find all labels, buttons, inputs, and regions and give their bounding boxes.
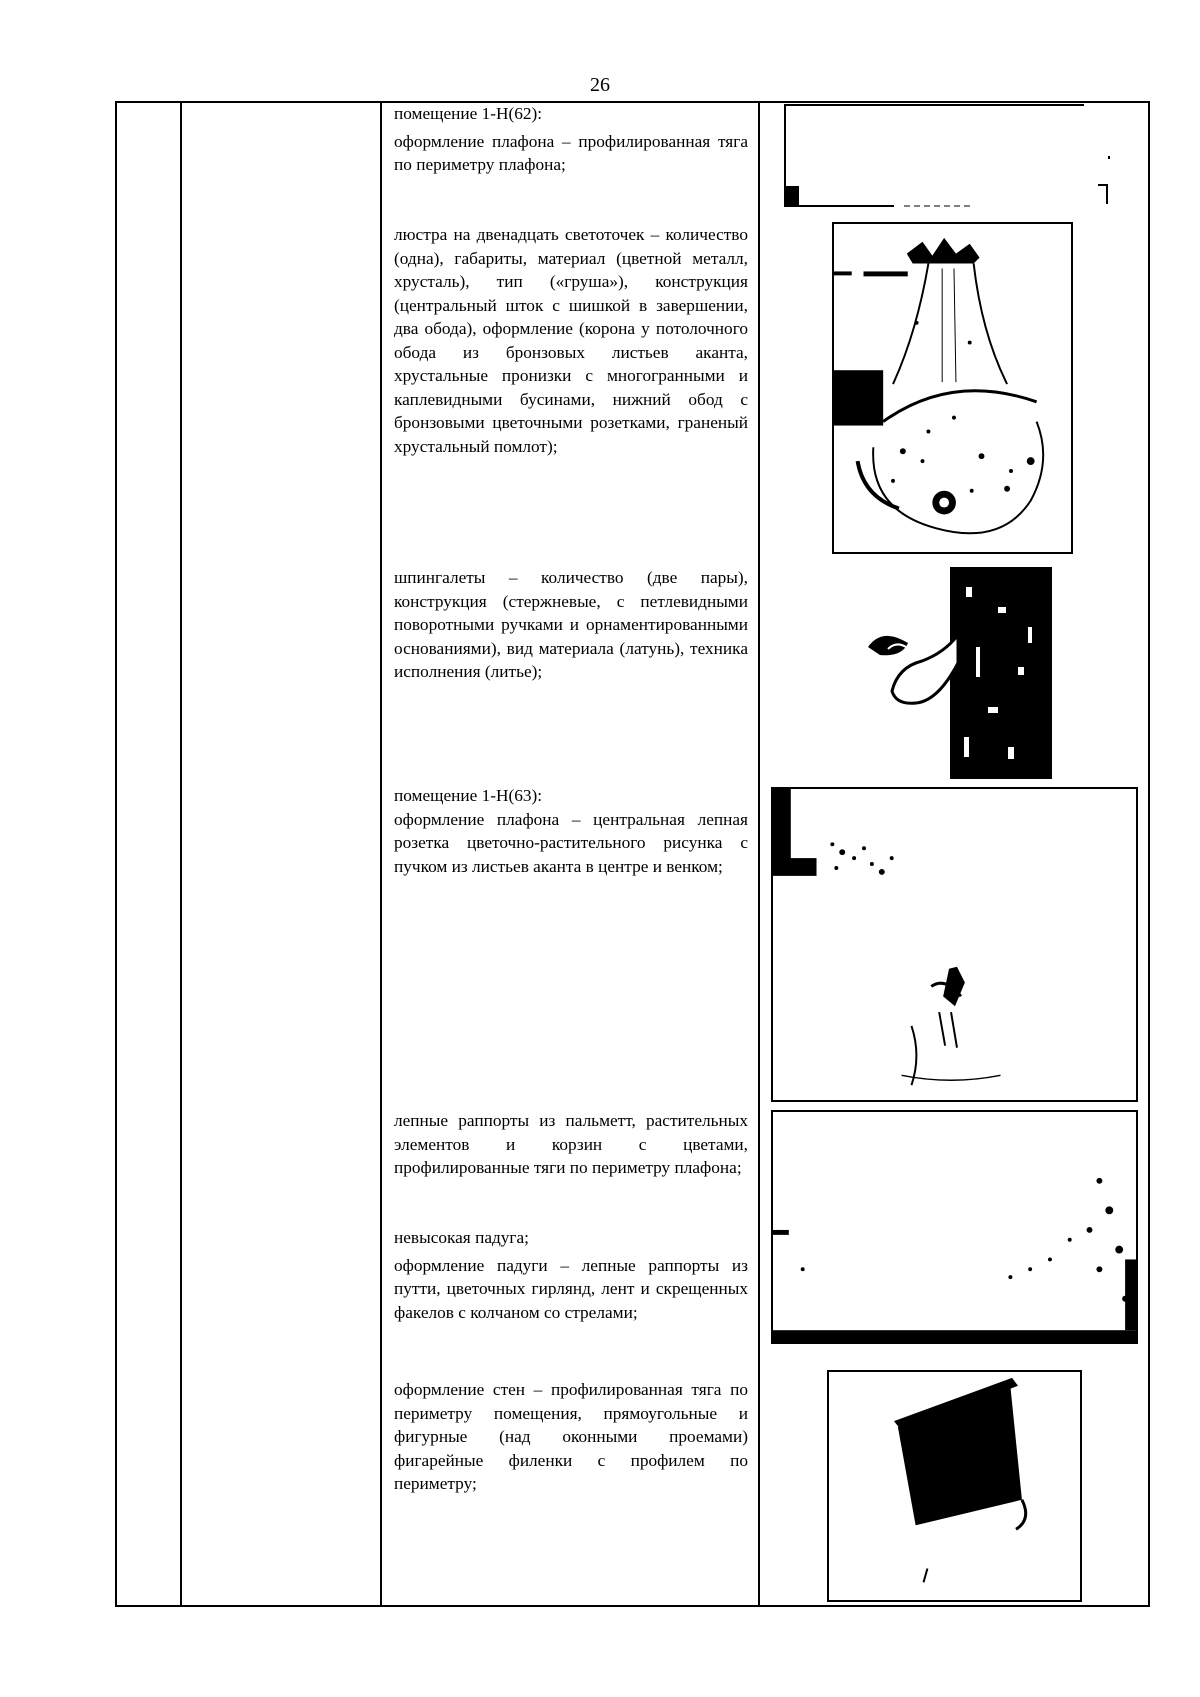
entry-padouga	[394, 1226, 748, 1324]
entry-text: лепные раппорты из пальметт, растительных элементов и корзин с цветами, профилированные тяги по периметру плафона;	[394, 1111, 748, 1177]
latch-photo	[858, 567, 1052, 779]
ceiling-cornice-photo	[784, 104, 1118, 207]
entry-text: оформление плафона – профилированная тяга по периметру плафона;	[394, 131, 748, 174]
entry-room-1n63-ceiling	[394, 784, 748, 878]
entry-walls	[394, 1378, 748, 1496]
chandelier-photo	[832, 222, 1073, 554]
column-divider-1	[180, 101, 182, 1607]
entry-room-1n62-ceiling	[394, 102, 748, 177]
wall-panel-photo	[827, 1370, 1082, 1602]
column-divider-3	[758, 101, 760, 1607]
entry-text: оформление падуги – лепные раппорты из путти, цветочных гирлянд, лент и скрещенных факелов с колчаном со стрелами;	[394, 1255, 748, 1322]
entry-text: шпингалеты – количество (две пары), конструкция (стержневые, с петлевидными поворотными ручками и орнаментированными основаниями), вид материала (латунь), техника исполнения (литье);	[394, 568, 748, 681]
entry-stucco-rapports	[394, 1109, 748, 1180]
entry-text: оформление плафона – центральная лепная розетка цветочно-растительного рисунка с пучком из листьев аканта в центре и венком;	[394, 809, 748, 876]
entry-latches	[394, 566, 748, 684]
column-divider-2	[380, 101, 382, 1607]
room-heading: помещение 1-Н(63):	[394, 786, 543, 805]
entry-text: люстра на двенадцать светоточек – количество (одна), габариты, материал (цветной металл, хрусталь), тип («груша»), конструкция (центральный шток с шишкой в завершении, два обода), оформление (корона у потолочного обода из бронзовых листьев аканта, хрустальные пронизки с многогранными и каплевидными бусинами, нижний обод с бронзовыми цветочными розетками, граненый хрустальный помлот);	[394, 225, 748, 456]
padouga-photo	[771, 1110, 1138, 1344]
entry-chandelier	[394, 223, 748, 458]
room-heading: помещение 1-Н(62):	[394, 104, 543, 123]
page-number: 26	[590, 74, 610, 96]
ceiling-rosette-photo	[771, 787, 1138, 1102]
entry-text: оформление стен – профилированная тяга по периметру помещения, прямоугольные и фигурные (над оконными проемами) фигарейные филенки с профилем по периметру;	[394, 1380, 748, 1493]
entry-text: невысокая падуга;	[394, 1228, 529, 1247]
